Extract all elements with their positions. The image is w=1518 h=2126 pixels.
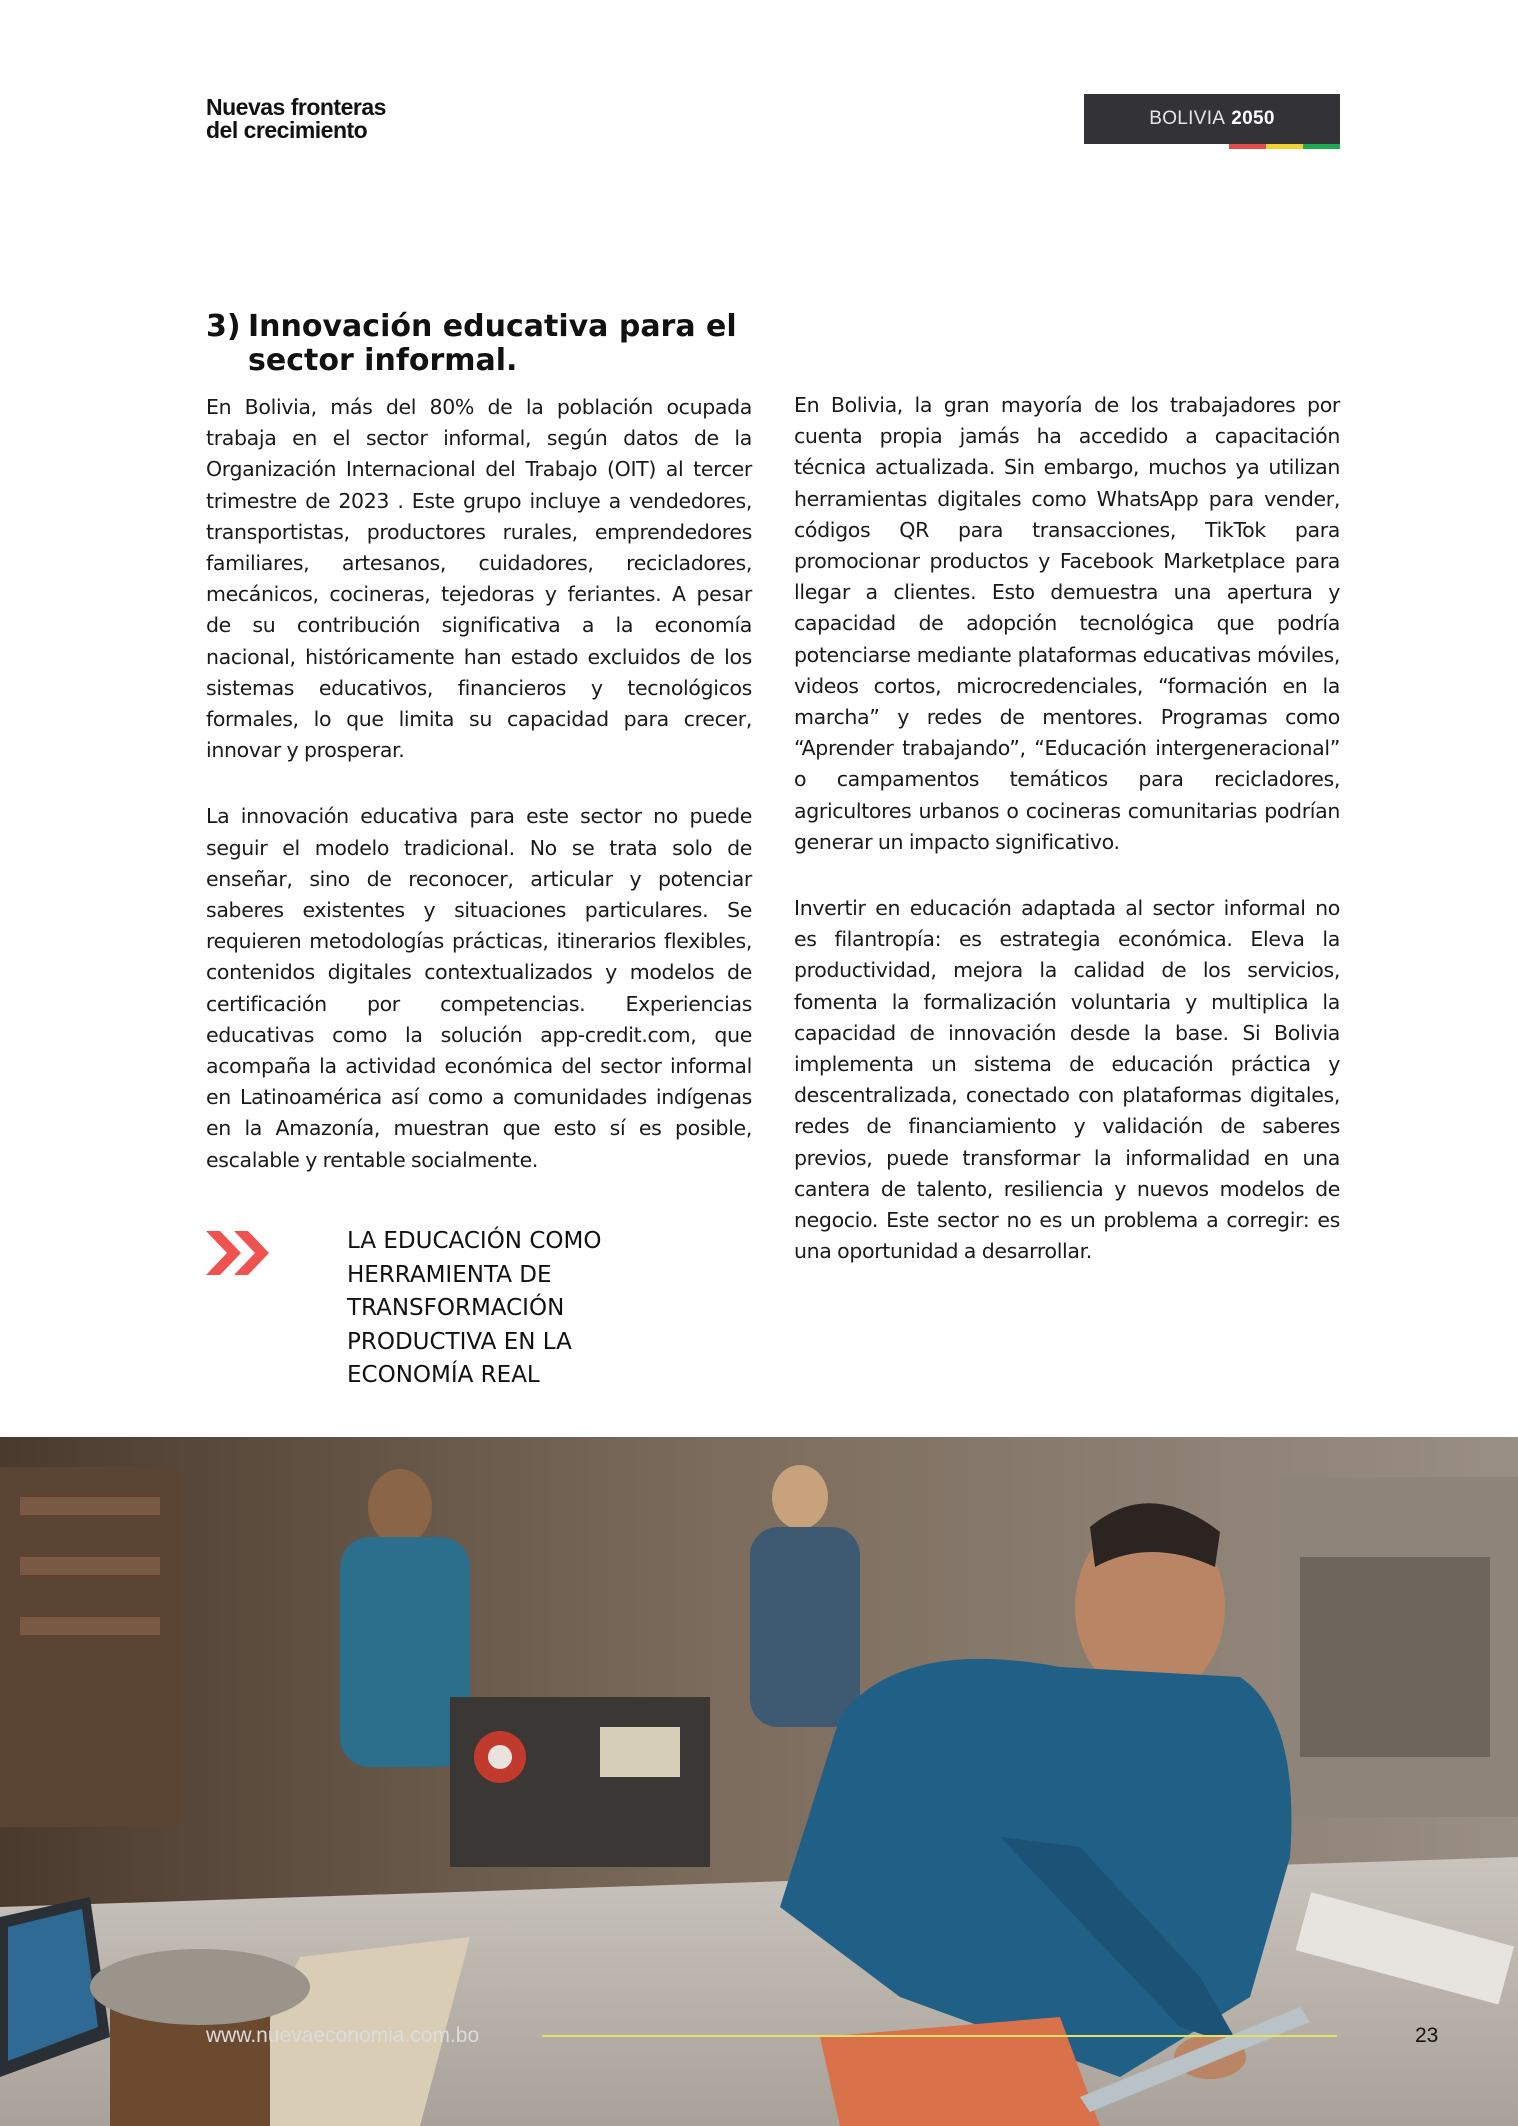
left-paragraph-2: La innovación educativa para este sector no puede seguir el modelo tradicional. No se trata solo de enseñar, sino de reconocer, articular y potenciar saberes existentes y situaciones particulares. Se requieren metodologías prácticas, itinerarios flexibles, contenidos digitales contextualizados y modelos de certificación por competencias. Experiencias educativas como la solución app-credit.com, que acompaña la actividad económica del sector informal en Latinoamérica así como a comunidades indígenas en la Amazonía, muestran que esto sí es posible, escalable y rentable socialmente. (206, 804, 752, 1172)
section-title: Innovación educativa para el sector informal. (248, 309, 737, 378)
publication-title-line1: Nuevas fronteras (206, 94, 386, 120)
page-number: 23 (1415, 2024, 1439, 2047)
flag-stripe-green (1303, 144, 1340, 149)
footer-website-url[interactable]: www.nuevaeconomia.com.bo (206, 2024, 480, 2047)
publication-title-line2: del crecimiento (206, 117, 368, 143)
section-number: 3) (206, 309, 241, 344)
section-heading (206, 310, 766, 378)
callout-quote: LA EDUCACIÓN COMO HERRAMIENTA DE TRANSFORMACIÓN PRODUCTIVA EN LA ECONOMÍA REAL (347, 1228, 602, 1388)
right-paragraph-1: En Bolivia, la gran mayoría de los trabajadores por cuenta propia jamás ha accedido a capacitación técnica actualizada. Sin embargo, muchos ya utilizan herramientas digitales como WhatsApp para vender, códigos QR para transacciones, TikTok para promocionar productos y Facebook Marketplace para llegar a clientes. Esto demuestra una apertura y capacidad de adopción tecnológica que podría potenciarse mediante plataformas educativas móviles, videos cortos, microcredenciales, “formación en la marcha” y redes de mentores. Programas como “Aprender trabajando”, “Educación intergeneracional” o campamentos temáticos para recicladores, agricultores urbanos o cocineras comunitarias podrían generar un impacto significativo. (794, 393, 1340, 854)
footer-divider-line (542, 2035, 1337, 2037)
badge-text: BOLIVIA (1149, 108, 1226, 129)
double-chevron-icon (206, 1228, 276, 1278)
badge-year: 2050 (1231, 108, 1275, 129)
right-paragraph-2: Invertir en educación adaptada al sector informal no es filantropía: es estrategia económica. Eleva la productividad, mejora la calidad de los servicios, fomenta la formalización voluntaria y multiplica la capacidad de innovación desde la base. Si Bolivia implementa un sistema de educación práctica y descentralizada, conectado con plataformas digitales, redes de financiamiento y validación de saberes previos, puede transformar la informalidad en una cantera de talento, resiliencia y nuevos modelos de negocio. Este sector no es un problema a corregir: es una oportunidad a desarrollar. (794, 896, 1340, 1264)
workshop-photo (0, 1437, 1518, 2126)
left-column (206, 392, 752, 1211)
right-column (794, 390, 1340, 1302)
flag-stripe-yellow (1266, 144, 1303, 149)
flag-stripe-red (1229, 144, 1266, 149)
left-paragraph-1: En Bolivia, más del 80% de la población ocupada trabaja en el sector informal, según datos de la Organización Internacional del Trabajo (OIT) al tercer trimestre de 2023 . Este grupo incluye a vendedores, transportistas, productores rurales, emprendedores familiares, artesanos, cuidadores, recicladores, mecánicos, cocineras, tejedoras y feriantes. A pesar de su contribución significativa a la economía nacional, históricamente han estado excluidos de los sistemas educativos, financieros y tecnológicos formales, lo que limita su capacidad para crecer, innovar y prosperar. (206, 395, 752, 763)
bolivia-2050-badge (1084, 94, 1340, 144)
publication-title (206, 96, 386, 142)
